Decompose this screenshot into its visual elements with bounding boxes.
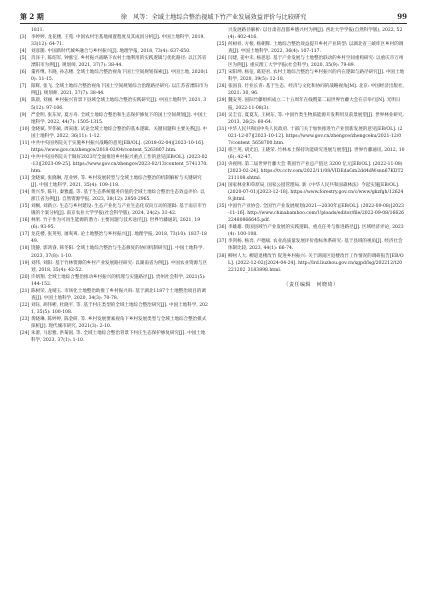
reference-text: 董祚继, 韦晓, 孙志楼. 全域土地综合整治视角下国土空间规划探索[J]. 中国土地, 2020(10): 11-15. — [31, 70, 209, 83]
reference-item — [217, 253, 405, 274]
reference-text: 1811. — [31, 28, 45, 33]
reference-text: 吴圭官, 夏夏友, 王树东, 等. 中国竹类生物质能源开发利用及前景展望[J]. 世界林业研究, 2013, 26(2): 60-64. — [228, 112, 404, 125]
reference-item — [20, 48, 208, 55]
reference-number: [11] — [20, 140, 30, 146]
reference-text: 李剑杨, 杨奔, 卢德斌. 农业高质量发展评价指标体系研究: 基于县域的视角[J]. 经济社会体制比较, 2023, 44(1): 66-74. — [228, 239, 403, 252]
reference-text: 中共中央国务院关于做好2023年全面推进乡村振兴重点工作的意见[EB/OL]. (2023-02-13)[2023-09-25]. https://www.gov.cn/zhengce/2023-02/13/content_5741370.htm. — [31, 154, 208, 174]
reference-text: 中共中央国务院关于实施乡村振兴战略的意见[EB/OL]. (2018-02-04)[2023-10-16]. https://www.gov.cn/zhengce/2018-02/04/content_5263807.htm. — [31, 140, 205, 153]
reference-item — [20, 112, 208, 126]
reference-item — [20, 83, 208, 97]
reference-item — [217, 41, 405, 55]
reference-item — [20, 302, 208, 316]
reference-number: [25] — [217, 42, 227, 48]
reference-item — [20, 140, 208, 154]
reference-item — [20, 69, 208, 83]
reference-number: [14] — [20, 190, 30, 196]
reference-number: [35] — [217, 204, 227, 210]
reference-text: 魏安英. 国际竹藤组织成立二十五周年在线暨第二届世界竹藤大会在京举行[N]. 光明日报, 2022-11-08(3). — [228, 98, 401, 111]
reference-text: 兴发展路径解析: 以甘肃省昌都乡德兴村为例[J]. 西北大学学报(自然科学版), 2022, 52(4): 402-416. — [228, 28, 403, 41]
reference-text: 李雄雄. 我国县域竹产业发展的实践逻辑、重点任务与推进路径[J]. 区域经济评论, 2023(4): 100-108. — [228, 225, 404, 238]
reference-number: [6] — [20, 70, 27, 76]
reference-text: 陈树荣, 龙晴玉. 市场化土地整治助推了乡村振兴吗: 基于湖北1187个土地整治项目的调查[J]. 中国土地科学, 2020, 34(3): 70-78. — [31, 288, 206, 301]
reference-text: 央视网. 第二届世界竹藤大会 我国竹产业总产值达 3200 亿元[EB/OL]. (2022-11-08)[2023-02-24]. https://tv.cctv.com/2022/11/08/VIDEdaGm2dd4dWsnn67KDT2211108.shtml. — [228, 161, 404, 181]
reference-number: [36] — [217, 225, 227, 231]
reference-text: 刘彦随. 中国新时代城乡融合与乡村振兴[J]. 地理学报, 2018, 73(4): 637-650. — [31, 49, 191, 55]
reference-text: 肖泽干, 陈绍军, 钟涨宝. 乡村振兴战略下农村土地利用的实践逻辑与优化路径: 以江苏省溧阳市为例[J]. 规划师, 2021, 37(7): 38-44. — [31, 56, 207, 69]
reference-number: [5] — [20, 56, 27, 62]
reference-number: [38] — [217, 253, 227, 259]
reference-item — [20, 189, 208, 203]
reference-text: 朱蕾, 马思雅, 洪菊国, 等. 全域土地综合整治背景下村庄生态保护修复研究[J]. 中国土地科学, 2023, 37(1): 1-10. — [31, 331, 206, 344]
reference-text: 张国良. 竹业长青: 基于生态、经济与文化和协同的战略视角[M]. 北京: 中国经济出版社, 2021: 30, 96. — [228, 84, 404, 97]
reference-number: [8] — [20, 98, 27, 104]
reference-text: 林果. 竹子作为可再生能源的潜力: 主要问题与技术途径[J]. 世界竹藤通讯, 2021, 19(6): 93-95. — [31, 218, 201, 231]
running-title: 徐 风等：全域土地综合整治视域下竹产业发展效益评价与比较研究 — [120, 14, 307, 21]
reference-text: 国家林业和草原局, 国家公园管理局. 新《中华人民共和国森林法》今起实施[EB/OL]. (2020-07-01)[2023-12-18]. https://www.forestry.gov.cn/c/www/gkzfgh/126249.jhtml. — [228, 183, 404, 203]
reference-item — [20, 217, 208, 231]
reference-number: [30] — [217, 112, 227, 118]
reference-text: 黄晓琳, 陈婷婷, 陈金研, 等. 乡村发展要素视角下乡村发展类型与全域土地综合整治模式探析[J]. 现代城市研究, 2021(3): 2-10. — [31, 316, 207, 329]
reference-number: [13] — [20, 175, 30, 181]
reference-item — [20, 203, 208, 217]
reference-number: [32] — [217, 147, 227, 153]
reference-number: [7] — [20, 84, 27, 90]
reference-text: 金晓斌, 罗伟硕, 周寅康. 试论全域土地综合整治的基本逻辑、关键问题和主要关系[J]. 中国土地科学, 2022, 36(11): 1-12. — [31, 126, 208, 139]
reference-text: 中国竹产业协会. 全国竹产业发展规划(2021—2030年)[EB/OL]. (2022-09-08)[2023-11-16]. http://www.chinabamboo.com/Uploads/editor/file/2022-09-08/1662622480866645.pdf. — [228, 204, 405, 224]
reference-item — [20, 175, 208, 189]
reference-item — [217, 224, 405, 238]
reference-number: [12] — [20, 154, 30, 160]
reference-item — [20, 274, 208, 288]
reference-number: [23] — [20, 316, 30, 322]
reference-item — [217, 161, 405, 182]
header-rule — [20, 23, 407, 24]
reference-text: 阳辉, 张飞. 全域土地综合整治视角下国土空间规划综合治理路径研究: 以江苏省溧阳市为例[J]. 规划师, 2021, 37(7): 38-44. — [31, 84, 208, 97]
page-header — [0, 0, 427, 30]
reference-number: [15] — [20, 204, 30, 210]
reference-text: 黄兴华, 陈升, 秦雅鑫, 等. 基于生态系统服务价值的全域土地综合整治生态效益评价: 以浙江省为例[J]. 自然资源学报, 2023, 38(12): 2950-2965. — [31, 190, 205, 203]
reference-item — [20, 288, 208, 302]
reference-item — [217, 69, 405, 83]
reference-number: [9] — [20, 112, 27, 118]
reference-item — [20, 231, 208, 245]
reference-number: [24] — [20, 331, 30, 337]
reference-number: [10] — [20, 126, 30, 132]
reference-number: [20] — [20, 274, 30, 280]
reference-text: 严金明, 张东昇, 夏方舟. 全域土地综合整治和生态保护修复下的国土空间规划[J]. 中国土地科学, 2022, 44(7): 1505-1315. — [31, 112, 208, 125]
reference-number: [16] — [20, 218, 30, 224]
reference-item — [20, 245, 208, 259]
reference-item — [20, 260, 208, 274]
reference-text: 龙花楼, 张英男, 屠爽爽. 论土地整治与乡村振兴[J]. 地理学报, 2018, 73(10): 1837-1849. — [31, 232, 207, 245]
reference-item — [217, 126, 405, 147]
reference-item — [20, 126, 208, 140]
issue-label: 第 2 期 — [20, 12, 44, 21]
reference-text: 何树祥, 方根, 杨朝辉. 土地综合整治效益提升乡村产业转型: 以湖北省三峡库区乡村的调查[J]. 中国土地科学, 2022, 36(4): 107-117. — [228, 42, 404, 55]
reference-item — [217, 203, 405, 224]
reference-column-left — [20, 27, 208, 344]
reference-text: 邢兰英, 胡光泊, 王晓荣. 竹林本土保持功能研究进展与展望[J]. 世界竹藤通讯, 2012, 10(6): 42-47. — [228, 147, 405, 160]
reference-number: [27] — [217, 70, 227, 76]
reference-number: [33] — [217, 161, 227, 167]
reference-number: [18] — [20, 246, 30, 252]
reference-number: [3] — [20, 35, 27, 41]
responsible-editor: （责任编辑 何晓琦） — [283, 281, 339, 288]
reference-item — [217, 182, 405, 203]
reference-item — [20, 55, 208, 69]
reference-text: 许炳翔. 全域土地综合整治推动乡村振兴的机理与实施路径[J]. 贵州社会科学, 2021(5): 144-152. — [31, 274, 206, 287]
reference-text: 柳州人大. 柳道退楼改竹 促进乡村振兴: 关于湖南区退楼改竹工作情况的调研报告[EB/OL]. (2022-12-02)[2024-04-24]. http://lrd.liuzhou.gov.cn/xgpd/lsg/202212/t20221202_3183898.html. — [228, 253, 404, 273]
reference-text: 李婷婷, 龙花楼, 王苑. 中国农村宅基地闲置程度及其成因分析[J]. 中国土地科学, 2019, 33(12): 64-71. — [31, 35, 205, 48]
reference-item — [20, 97, 208, 111]
reference-text: 饶静, 郭鸿睿, 韩冬阳. 全域土地综合整治与生态修复的协同机制研究[J]. 中国土地科学, 2023, 37(8): 1-10. — [31, 246, 204, 259]
reference-list-right — [217, 27, 405, 274]
reference-number: [17] — [20, 232, 30, 238]
reference-column-right — [217, 27, 405, 289]
reference-number: [37] — [217, 239, 227, 245]
reference-text: 刘钰, 胡伟彬, 杜晓平, 等. 基于村庄类型的全域土地综合整治研究[J]. 中国土地科学, 2021, 35(5): 100-108. — [31, 302, 208, 315]
reference-number: [31] — [217, 126, 227, 132]
reference-number: [4] — [20, 49, 27, 55]
reference-number: [26] — [217, 56, 227, 62]
reference-number: [22] — [20, 302, 30, 308]
reference-number: [21] — [20, 288, 30, 294]
reference-item — [20, 154, 208, 175]
reference-number: [34] — [217, 183, 227, 189]
reference-item — [217, 238, 405, 252]
reference-item — [20, 330, 208, 344]
reference-item — [20, 316, 208, 330]
reference-item — [217, 55, 405, 69]
reference-text: 金晓斌, 张晓琳, 范业婷, 等. 乡村发展转型与全域土地综合整治的机制解析与关键研究[J]. 中国土地科学, 2021, 35(4): 109-118. — [31, 175, 202, 189]
page-number: 99 — [397, 12, 407, 21]
reference-item — [20, 34, 208, 48]
reference-item — [217, 112, 405, 126]
reference-text: 中华人民共和国中央人民政府. 十部门关于加快推进竹产业创新发展的意见[EB/OL]. (2021-12-07)[2023-10-12]. https://www.gov.cn/zhengce/zhengceku/2021-12/07/content_5658700.htm. — [228, 126, 403, 146]
reference-item — [20, 27, 208, 34]
reference-number: [19] — [20, 260, 30, 266]
reference-text: 刘桐, 刘新立. 生态与乡村建设: 生态产业化与产业生态化双向互动的逻辑: 基于南京市竹镇的个案分析[J]. 南京农业大学学报(社会科学版), 2024, 24(2): 31-42. — [31, 204, 207, 217]
reference-number: [29] — [217, 98, 227, 104]
reference-text: 陈晨, 刘丽. 乡村振兴背景下县域全域土地综合整治实践研究[J]. 中国土地科学, 2021, 35(12): 97-106. — [31, 98, 207, 111]
reference-text: 刘伟, 刘阳. 基于竹林资源的乡村产业发展路径研究: 以湖南省为例[J]. 中国农业资源与区划, 2018, 35(4): 42-52. — [31, 260, 208, 273]
reference-number: [28] — [217, 84, 227, 90]
reference-item — [217, 27, 405, 41]
reference-text: 宋阳坤, 杨征, 葛迎君. 农村土地综合整治与乡村振兴的内在逻辑与路径研究[J]. 中国土地科学, 2020, 39(5): 12-18. — [228, 70, 405, 83]
reference-item — [217, 83, 405, 97]
reference-item — [217, 97, 405, 111]
reference-item — [217, 147, 405, 161]
reference-text: 闫建, 姜中未, 杨思思. 基于产业发展与土地整治联动的乡村空间重构研究: 以重庆市万州区为例[J]. 重庆理工大学学报(社会科学), 2020, 35(9): 79-89. — [228, 56, 404, 69]
